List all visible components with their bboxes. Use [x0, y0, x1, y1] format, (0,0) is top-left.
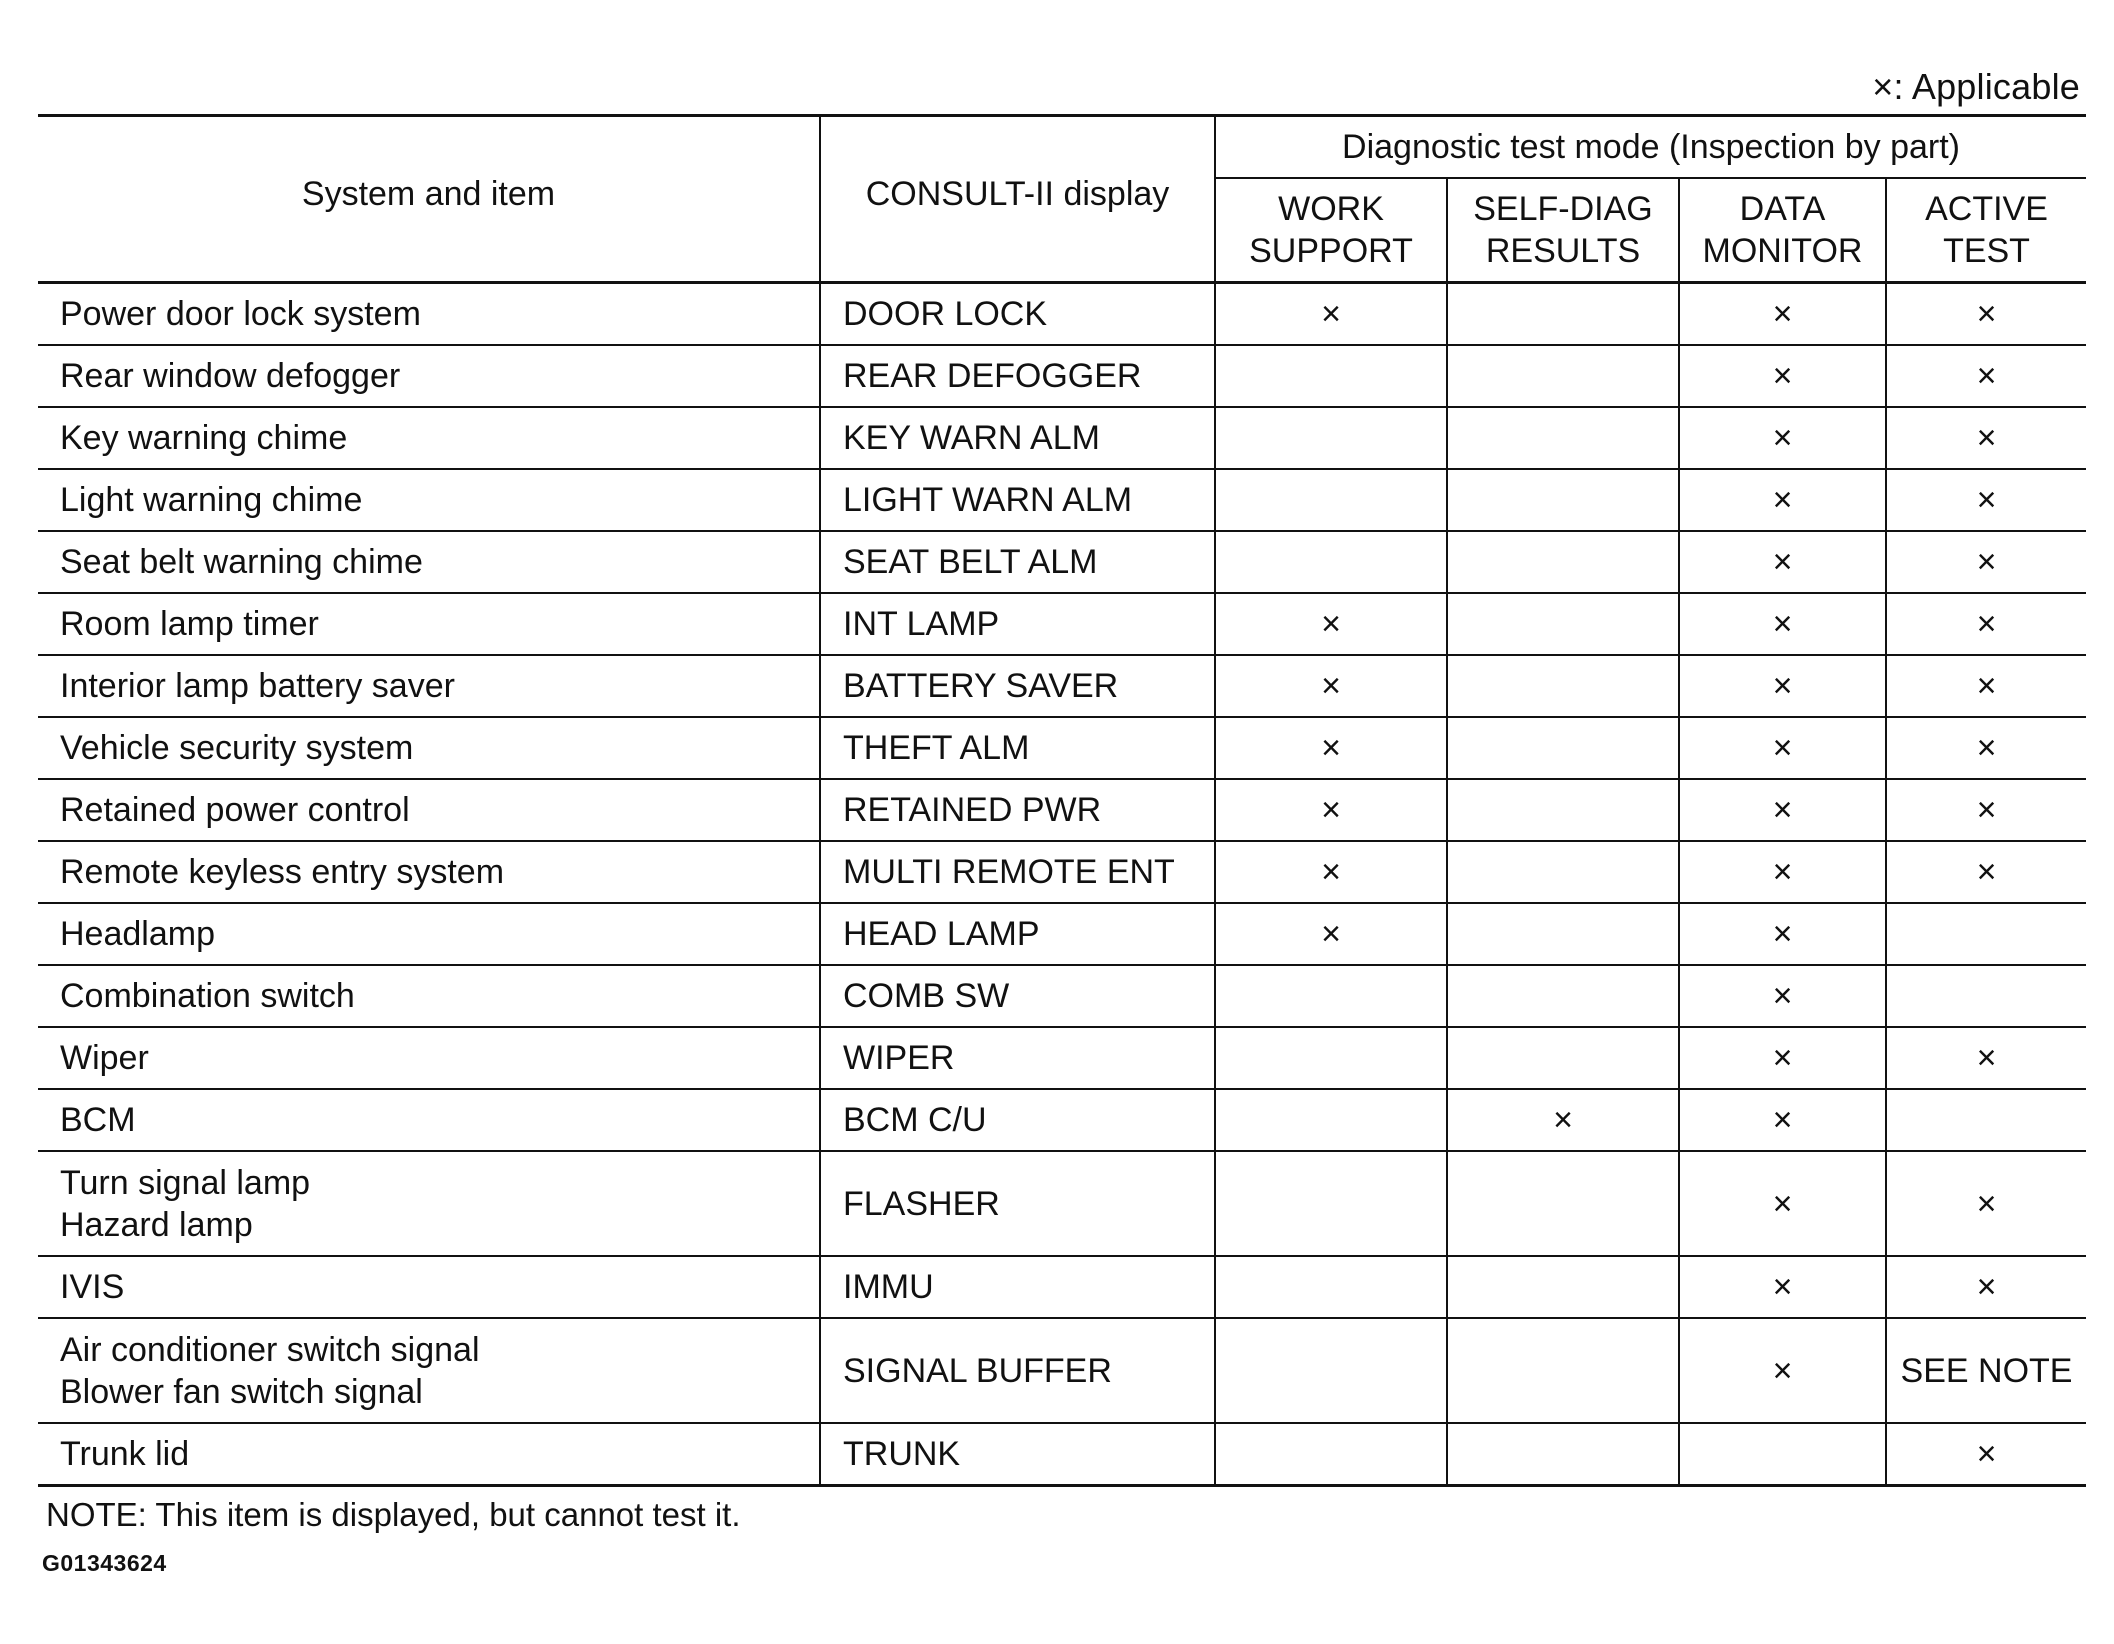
mark-cell-data-monitor — [1679, 1423, 1886, 1486]
mark-cell-data-monitor: × — [1679, 1256, 1886, 1318]
table-row — [38, 345, 2086, 407]
mark-cell-self-diag-results — [1447, 655, 1679, 717]
mark-cell-self-diag-results — [1447, 1027, 1679, 1089]
mark-cell-data-monitor: × — [1679, 345, 1886, 407]
system-item-cell — [38, 1318, 820, 1423]
system-item-label: Air conditioner switch signal — [60, 1330, 480, 1369]
table-row — [38, 1423, 2086, 1486]
consult-display-cell: THEFT ALM — [820, 717, 1215, 779]
mark-cell-active-test: × — [1886, 779, 2086, 841]
table-row — [38, 779, 2086, 841]
mark-cell-active-test — [1886, 965, 2086, 1027]
system-item-cell — [38, 965, 820, 1027]
consult-display-cell: DOOR LOCK — [820, 283, 1215, 346]
mark-cell-self-diag-results — [1447, 965, 1679, 1027]
system-item-label: Vehicle security system — [60, 729, 414, 767]
mark-cell-active-test: × — [1886, 593, 2086, 655]
mode-header-data-monitor: DATA MONITOR — [1679, 178, 1886, 283]
consult-display-cell: MULTI REMOTE ENT — [820, 841, 1215, 903]
table-row — [38, 1027, 2086, 1089]
system-item-cell — [38, 655, 820, 717]
mark-cell-active-test: × — [1886, 283, 2086, 346]
consult-display-cell: IMMU — [820, 1256, 1215, 1318]
consult-display-cell: BATTERY SAVER — [820, 655, 1215, 717]
consult-display-cell: TRUNK — [820, 1423, 1215, 1486]
system-item-cell — [38, 345, 820, 407]
table-note: NOTE: This item is displayed, but cannot test it. — [46, 1496, 741, 1533]
table-row — [38, 965, 2086, 1027]
mark-cell-work-support: × — [1215, 903, 1447, 965]
system-item-cell — [38, 717, 820, 779]
system-item-cell — [38, 531, 820, 593]
mark-cell-self-diag-results — [1447, 1256, 1679, 1318]
system-item-label: Remote keyless entry system — [60, 853, 505, 891]
mark-cell-active-test: SEE NOTE — [1886, 1318, 2086, 1423]
consult-display-cell: HEAD LAMP — [820, 903, 1215, 965]
system-item-label: Seat belt warning chime — [60, 543, 423, 581]
mark-cell-self-diag-results — [1447, 1318, 1679, 1423]
mark-cell-work-support: × — [1215, 655, 1447, 717]
mark-cell-self-diag-results — [1447, 345, 1679, 407]
table-row — [38, 1089, 2086, 1151]
consult-display-cell: BCM C/U — [820, 1089, 1215, 1151]
mark-cell-self-diag-results: × — [1447, 1089, 1679, 1151]
system-item-label: Power door lock system — [60, 295, 421, 333]
mark-cell-self-diag-results — [1447, 903, 1679, 965]
mark-cell-work-support: × — [1215, 593, 1447, 655]
system-item-cell — [38, 283, 820, 346]
mark-cell-active-test: × — [1886, 469, 2086, 531]
mark-cell-active-test: × — [1886, 1423, 2086, 1486]
mark-cell-work-support — [1215, 1089, 1447, 1151]
table-row — [38, 407, 2086, 469]
mark-cell-data-monitor: × — [1679, 283, 1886, 346]
mark-cell-data-monitor: × — [1679, 469, 1886, 531]
consult-display-cell: INT LAMP — [820, 593, 1215, 655]
mark-cell-data-monitor: × — [1679, 655, 1886, 717]
system-item-header: System and item — [301, 175, 556, 213]
mark-cell-active-test: × — [1886, 1027, 2086, 1089]
system-item-label: BCM — [60, 1101, 136, 1139]
applicable-legend: ×: Applicable — [1872, 66, 2080, 107]
consult-display-cell: WIPER — [820, 1027, 1215, 1089]
table-row — [38, 1318, 2086, 1423]
table-row — [38, 903, 2086, 965]
mark-cell-work-support — [1215, 469, 1447, 531]
system-item-cell — [38, 779, 820, 841]
mark-cell-data-monitor: × — [1679, 407, 1886, 469]
table-row — [38, 717, 2086, 779]
consult-display-cell: COMB SW — [820, 965, 1215, 1027]
mark-cell-self-diag-results — [1447, 717, 1679, 779]
mark-cell-work-support: × — [1215, 779, 1447, 841]
mark-cell-data-monitor: × — [1679, 1089, 1886, 1151]
system-item-label: Blower fan switch signal — [60, 1372, 423, 1411]
system-item-label: Retained power control — [60, 791, 410, 829]
system-item-cell — [38, 593, 820, 655]
mark-cell-data-monitor: × — [1679, 1318, 1886, 1423]
system-item-label: Headlamp — [60, 915, 215, 953]
system-item-label: Light warning chime — [60, 481, 363, 519]
system-item-cell — [38, 1089, 820, 1151]
mark-cell-active-test — [1886, 903, 2086, 965]
system-item-label: Trunk lid — [60, 1435, 190, 1473]
mark-cell-data-monitor: × — [1679, 531, 1886, 593]
table-header — [38, 116, 2086, 283]
table-row — [38, 593, 2086, 655]
table-body — [38, 283, 2086, 1486]
mark-cell-self-diag-results — [1447, 283, 1679, 346]
mode-header-active-test: ACTIVE TEST — [1886, 178, 2086, 283]
mark-cell-data-monitor: × — [1679, 903, 1886, 965]
system-item-label: Interior lamp battery saver — [60, 667, 455, 705]
system-item-cell — [38, 903, 820, 965]
mark-cell-data-monitor: × — [1679, 717, 1886, 779]
mark-cell-work-support — [1215, 531, 1447, 593]
system-item-cell — [38, 407, 820, 469]
mark-cell-work-support — [1215, 1256, 1447, 1318]
mark-cell-data-monitor: × — [1679, 593, 1886, 655]
mark-cell-active-test: × — [1886, 841, 2086, 903]
mark-cell-work-support: × — [1215, 841, 1447, 903]
mark-cell-active-test: × — [1886, 531, 2086, 593]
table-row — [38, 655, 2086, 717]
mark-cell-data-monitor: × — [1679, 841, 1886, 903]
mark-cell-work-support — [1215, 1027, 1447, 1089]
mark-cell-data-monitor: × — [1679, 965, 1886, 1027]
mark-cell-self-diag-results — [1447, 407, 1679, 469]
system-item-cell — [38, 841, 820, 903]
mark-cell-active-test: × — [1886, 345, 2086, 407]
mark-cell-self-diag-results — [1447, 1423, 1679, 1486]
mark-cell-work-support: × — [1215, 717, 1447, 779]
mark-cell-work-support — [1215, 1151, 1447, 1256]
mark-cell-self-diag-results — [1447, 593, 1679, 655]
table-row — [38, 1256, 2086, 1318]
mark-cell-active-test: × — [1886, 1151, 2086, 1256]
mode-header-work-support: WORK SUPPORT — [1215, 178, 1447, 283]
mark-cell-active-test: × — [1886, 1256, 2086, 1318]
mark-cell-active-test: × — [1886, 717, 2086, 779]
system-item-label: Wiper — [60, 1039, 149, 1077]
mark-cell-self-diag-results — [1447, 469, 1679, 531]
consult-display-cell: FLASHER — [820, 1151, 1215, 1256]
figure-code: G01343624 — [42, 1550, 167, 1576]
mark-cell-data-monitor: × — [1679, 1151, 1886, 1256]
consult-display-cell: LIGHT WARN ALM — [820, 469, 1215, 531]
mark-cell-work-support — [1215, 1318, 1447, 1423]
consult-display-cell: RETAINED PWR — [820, 779, 1215, 841]
table-row — [38, 469, 2086, 531]
system-item-cell — [38, 1151, 820, 1256]
mark-cell-active-test: × — [1886, 655, 2086, 717]
system-item-cell — [38, 1256, 820, 1318]
system-item-label: Room lamp timer — [60, 605, 319, 643]
mark-cell-active-test: × — [1886, 407, 2086, 469]
system-item-cell — [38, 1027, 820, 1089]
system-item-cell — [38, 469, 820, 531]
system-item-label: IVIS — [60, 1268, 125, 1306]
system-item-label: Key warning chime — [60, 419, 348, 457]
mark-cell-data-monitor: × — [1679, 1027, 1886, 1089]
consult-display-cell: REAR DEFOGGER — [820, 345, 1215, 407]
consult-display-cell: KEY WARN ALM — [820, 407, 1215, 469]
mark-cell-work-support — [1215, 407, 1447, 469]
table-row — [38, 283, 2086, 346]
consult-display-cell: SIGNAL BUFFER — [820, 1318, 1215, 1423]
system-item-label: Rear window defogger — [60, 357, 401, 395]
mark-cell-work-support: × — [1215, 283, 1447, 346]
mark-cell-self-diag-results — [1447, 531, 1679, 593]
mark-cell-self-diag-results — [1447, 841, 1679, 903]
mode-header-self-diag-results: SELF-DIAG RESULTS — [1447, 178, 1679, 283]
table-row — [38, 531, 2086, 593]
mark-cell-work-support — [1215, 965, 1447, 1027]
system-item-label: Combination switch — [60, 977, 355, 1015]
diagnostic-mode-table — [38, 114, 2086, 1487]
mark-cell-active-test — [1886, 1089, 2086, 1151]
diagnostic-mode-header: Diagnostic test mode (Inspection by part) — [1215, 116, 2086, 179]
table-row — [38, 841, 2086, 903]
consult-display-header: CONSULT-II display — [820, 116, 1215, 283]
system-item-cell — [38, 1423, 820, 1486]
mark-cell-work-support — [1215, 1423, 1447, 1486]
table-row — [38, 1151, 2086, 1256]
mark-cell-self-diag-results — [1447, 1151, 1679, 1256]
mark-cell-work-support — [1215, 345, 1447, 407]
system-item-label: Hazard lamp — [60, 1205, 253, 1244]
system-item-label: Turn signal lamp — [60, 1163, 311, 1202]
consult-display-cell: SEAT BELT ALM — [820, 531, 1215, 593]
mark-cell-data-monitor: × — [1679, 779, 1886, 841]
mark-cell-self-diag-results — [1447, 779, 1679, 841]
